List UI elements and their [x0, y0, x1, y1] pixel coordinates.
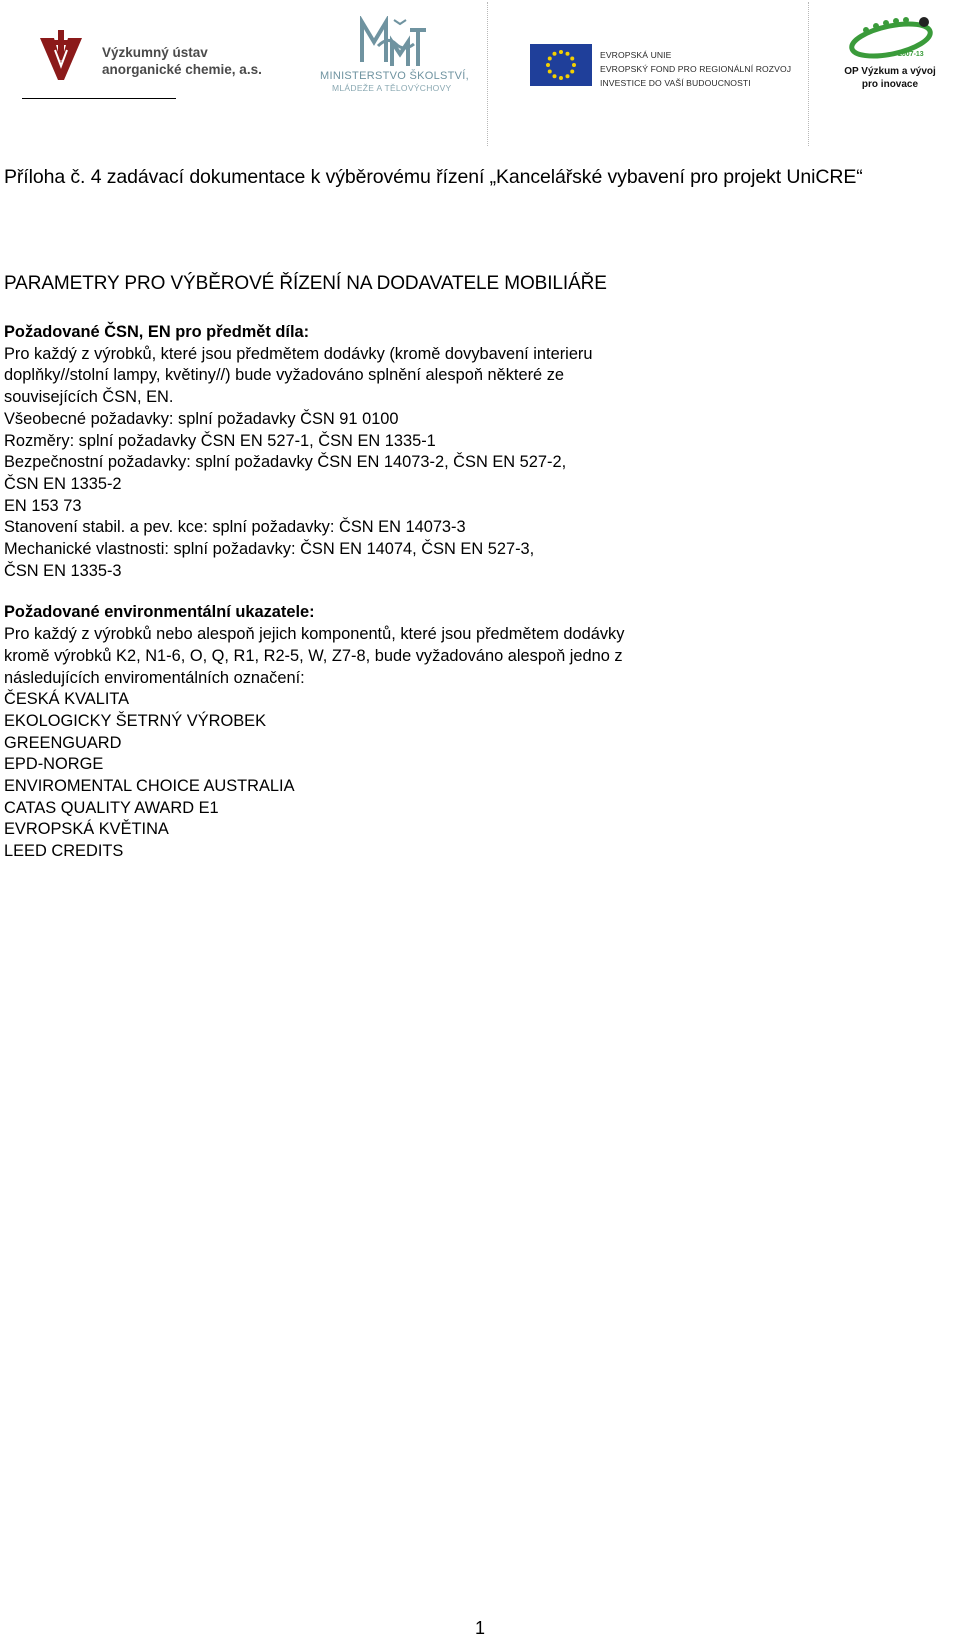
vuach-name-line1: Výzkumný ústav: [102, 45, 208, 60]
page-header: [0, 0, 960, 150]
header-separator: [808, 2, 809, 146]
op-orbit-icon: [846, 14, 936, 64]
section-heading-standards: Požadované ČSN, EN pro předmět díla:: [4, 323, 310, 341]
eu-star-icon: [548, 70, 552, 74]
eu-line2: EVROPSKÝ FOND PRO REGIONÁLNÍ ROZVOJ: [600, 64, 792, 74]
document-title: PARAMETRY PRO VÝBĚROVÉ ŘÍZENÍ NA DODAVATELE MOBILIÁŘE: [4, 273, 607, 294]
eu-star-icon: [553, 74, 557, 78]
vuach-logo: [38, 30, 278, 90]
op-line2: pro inovace: [861, 79, 919, 90]
certification-item: CATAS QUALITY AWARD E1: [4, 798, 219, 817]
eu-star-icon: [566, 52, 570, 56]
body-line: souvisejících ČSN, EN.: [4, 388, 174, 407]
eu-star-icon: [546, 63, 550, 67]
annex-title: Příloha č. 4 zadávací dokumentace k výběrovému řízení „Kancelářské vybavení pro projekt UniCRE“: [4, 166, 863, 188]
body-line: EN 153 73: [4, 496, 82, 515]
body-line: následujících enviromentálních označení:: [4, 668, 305, 687]
eu-star-icon: [570, 57, 574, 61]
body-line: Stanovení stabil. a pev. kce: splní požadavky: ČSN EN 14073-3: [4, 518, 466, 537]
header-separator: [487, 2, 488, 146]
body-line: Mechanické vlastnosti: splní požadavky: ČSN EN 14074, ČSN EN 527-3,: [4, 540, 535, 559]
header-underline: [22, 98, 176, 99]
eu-line1: EVROPSKÁ UNIE: [600, 50, 672, 60]
body-line: ČSN EN 1335-3: [4, 561, 122, 580]
eu-star-icon: [566, 74, 570, 78]
eu-star-icon: [559, 50, 563, 54]
eu-logo: [530, 44, 790, 94]
body-line: kromě výrobků K2, N1-6, O, Q, R1, R2-5, W, Z7-8, bude vyžadováno alespoň jedno z: [4, 646, 623, 665]
eu-star-icon: [548, 57, 552, 61]
msmt-line2: MLÁDEŽE A TĚLOVÝCHOVY: [332, 83, 452, 93]
certification-item: LEED CREDITS: [4, 842, 124, 861]
section-spacer: [4, 582, 944, 602]
body-line: Pro každý z výrobků nebo alespoň jejich komponentů, které jsou předmětem dodávky: [4, 625, 625, 644]
certification-item: GREENGUARD: [4, 733, 122, 752]
document-body: [4, 322, 944, 863]
eu-flag-icon: [530, 44, 592, 86]
op-year: 2007-13: [898, 51, 924, 58]
body-line: doplňky//stolní lampy, květiny//) bude vyžadováno splnění alespoň některé ze: [4, 366, 565, 385]
vuach-name-line2: anorganické chemie, a.s.: [102, 62, 262, 77]
eu-star-icon: [559, 76, 563, 80]
eu-line3: INVESTICE DO VAŠÍ BUDOUCNOSTI: [600, 78, 751, 88]
body-line: Pro každý z výrobků, které jsou předmětem dodávky (kromě dovybavení interieru: [4, 344, 593, 363]
page-number: 1: [474, 1618, 485, 1638]
body-line: Všeobecné požadavky: splní požadavky ČSN 91 0100: [4, 409, 399, 428]
eu-star-icon: [553, 52, 557, 56]
certification-item: EKOLOGICKY ŠETRNÝ VÝROBEK: [4, 711, 267, 730]
vuach-emblem-icon: [38, 30, 84, 82]
msmt-logo: [318, 16, 473, 96]
body-line: ČSN EN 1335-2: [4, 474, 122, 493]
eu-star-icon: [572, 63, 576, 67]
op-vavpi-logo: [838, 14, 948, 94]
body-line: Bezpečnostní požadavky: splní požadavky ČSN EN 14073-2, ČSN EN 527-2,: [4, 453, 567, 472]
op-line1: OP Výzkum a vývoj: [844, 66, 936, 77]
certification-item: ENVIROMENTAL CHOICE AUSTRALIA: [4, 777, 295, 796]
msmt-monogram-icon: [358, 16, 428, 68]
certification-item: EVROPSKÁ KVĚTINA: [4, 820, 169, 839]
body-line: Rozměry: splní požadavky ČSN EN 527-1, ČSN EN 1335-1: [4, 431, 436, 450]
msmt-line1: MINISTERSTVO ŠKOLSTVÍ,: [320, 70, 470, 82]
certification-item: EPD-NORGE: [4, 755, 104, 774]
eu-star-icon: [570, 70, 574, 74]
certification-item: ČESKÁ KVALITA: [4, 690, 130, 709]
vuach-name: [102, 44, 262, 78]
section-heading-environmental: Požadované environmentální ukazatele:: [4, 603, 315, 622]
